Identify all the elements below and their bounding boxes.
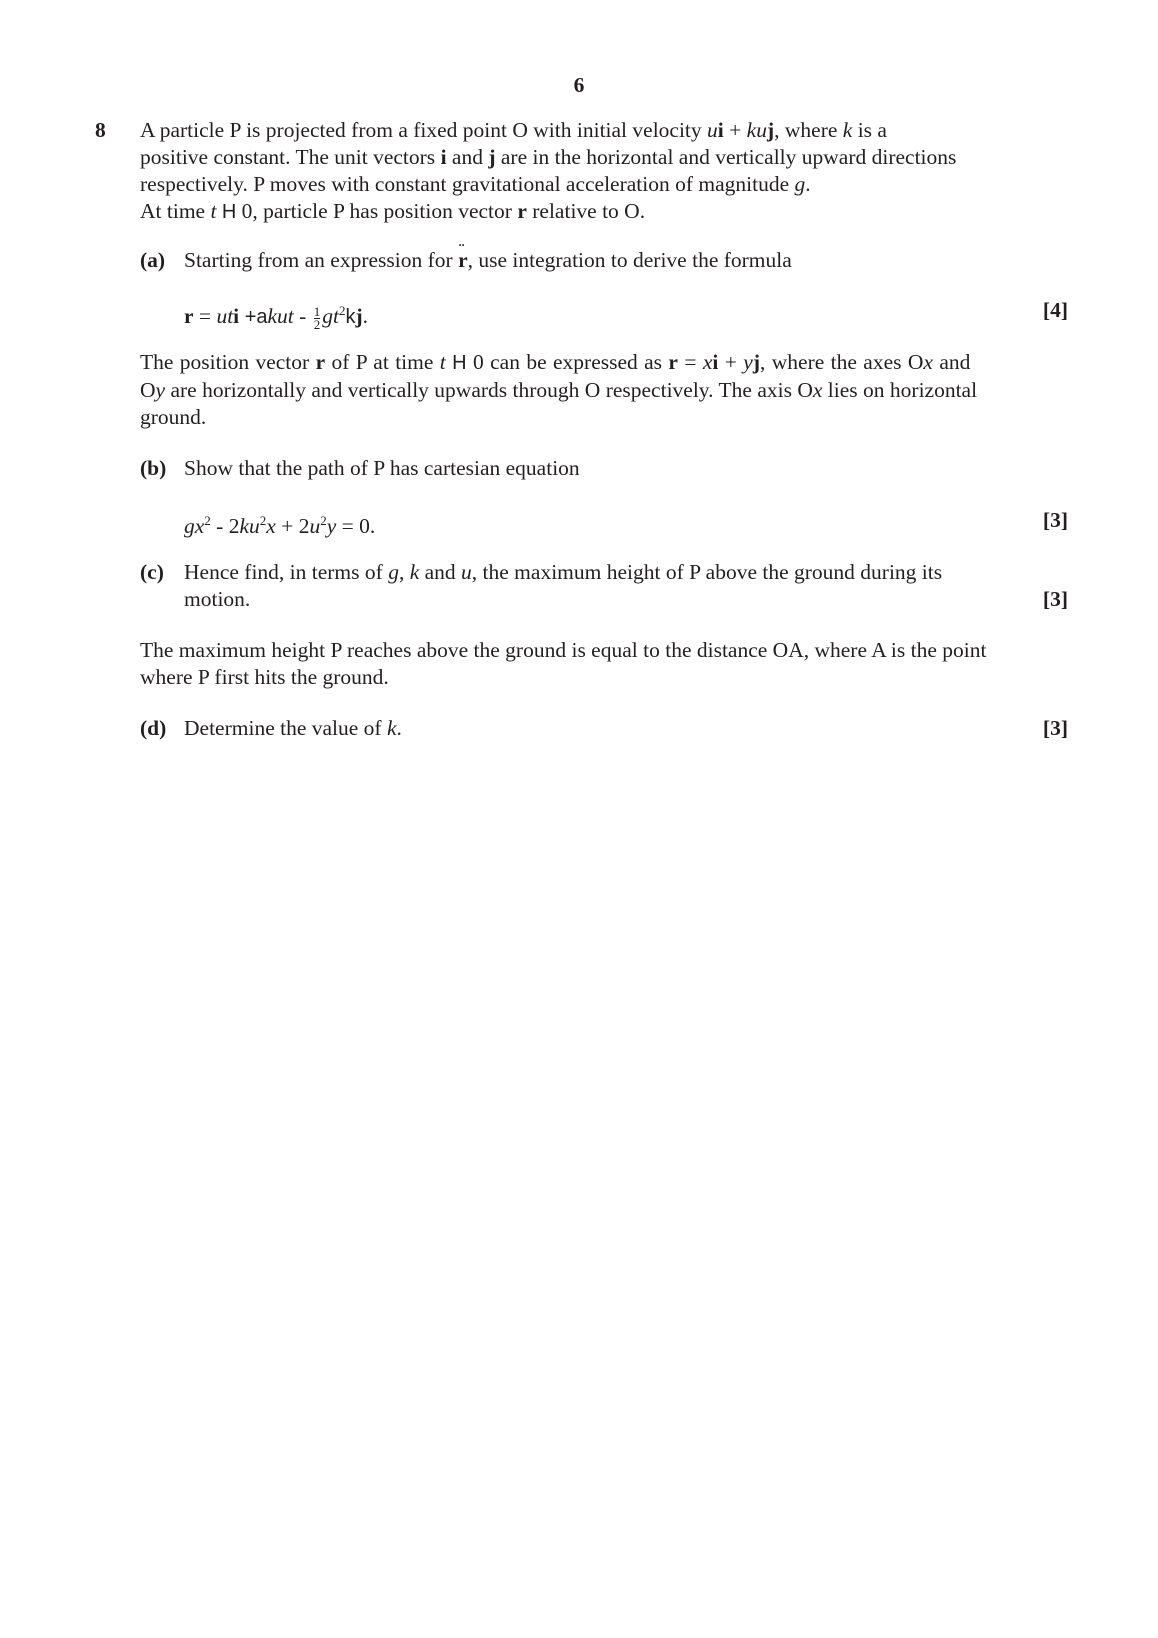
para3-line-2: where P first hits the ground. xyxy=(140,665,389,689)
para3-line-1: The maximum height P reaches above the ground is equal to the distance OA, where A is the point xyxy=(140,638,987,662)
one-half-fraction: $\frac{1}{2}$ xyxy=(313,303,321,332)
part-a-marks: [4] xyxy=(1042,298,1068,322)
part-b-marks: [3] xyxy=(1042,508,1068,532)
part-d-label: (d) xyxy=(140,716,167,740)
part-c-line-2: motion. xyxy=(184,587,251,611)
para2-line-2: Oy are horizontally and vertically upwards through O respectively. The axis Ox lies on horizontal xyxy=(140,378,978,402)
part-b-label: (b) xyxy=(140,456,167,480)
part-c-line-1: Hence find, in terms of g, k and u, the maximum height of P above the ground during its xyxy=(184,560,943,584)
part-a-label: (a) xyxy=(140,248,166,272)
part-c-marks: [3] xyxy=(1042,587,1068,611)
position-vector-paragraph xyxy=(140,349,1020,431)
intro-line-1: A particle P is projected from a fixed point O with initial velocity ui + kuj, where k is a xyxy=(140,118,887,142)
para2-line-3: ground. xyxy=(140,405,207,429)
page-number: 6 xyxy=(573,73,585,97)
part-b-formula: $gx^2 - 2ku^2x + 2u^2y = 0$. xyxy=(184,513,376,539)
intro-line-3: respectively. P moves with constant gravitational acceleration of magnitude g. xyxy=(140,172,811,196)
part-b-text: Show that the path of P has cartesian equation xyxy=(184,456,580,480)
part-c-label: (c) xyxy=(140,560,164,584)
part-a-formula: r = uti +akut - $\frac{1}{2}$ $gt^2kj$. xyxy=(184,303,368,332)
part-c-text xyxy=(184,559,1044,613)
intro-line-4: At time t H 0, particle P has position vector r relative to O. xyxy=(140,199,646,223)
part-d-marks: [3] xyxy=(1042,716,1068,740)
part-d-text: Determine the value of k. xyxy=(184,716,402,740)
max-height-paragraph xyxy=(140,637,1070,691)
question-number: 8 xyxy=(95,118,106,142)
part-a-text: Starting from an expression for ·· r, use integration to derive the formula xyxy=(184,247,1044,274)
question-intro xyxy=(140,117,1070,226)
para2-line-1: The position vector r of P at time t H 0 can be expressed as r = xi + yj, where the axes Ox and xyxy=(140,350,971,374)
intro-line-2: positive constant. The unit vectors i and j are in the horizontal and vertically upward directions xyxy=(140,145,957,169)
